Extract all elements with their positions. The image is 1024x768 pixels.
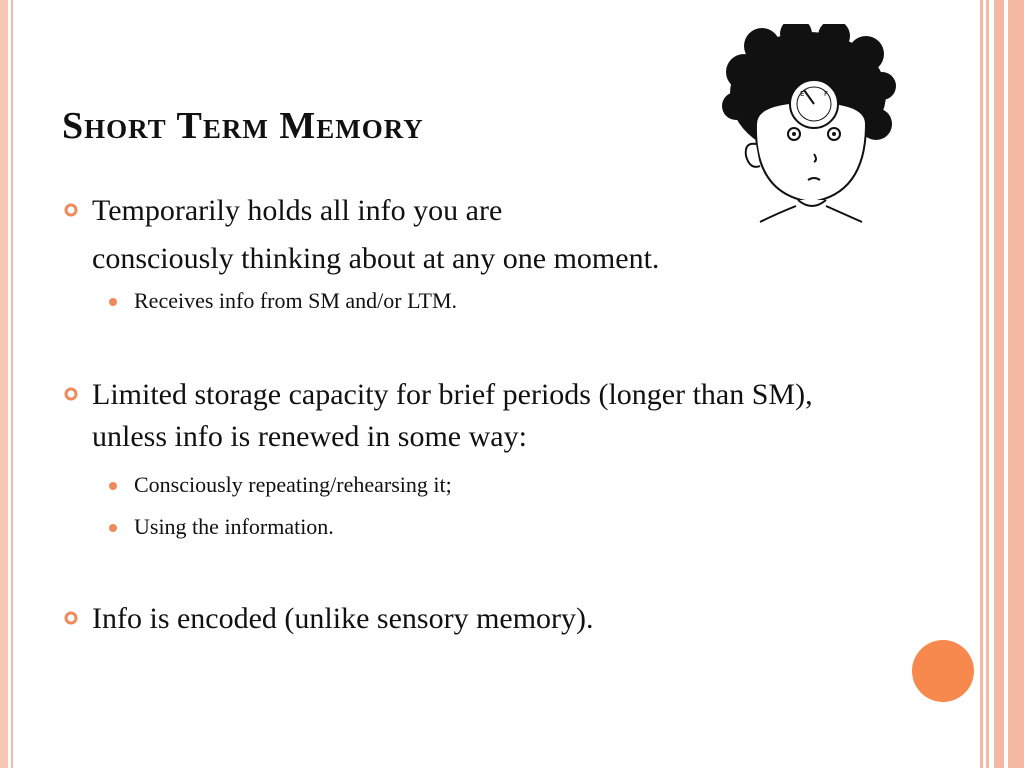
sub-bullet-text: Using the information.: [134, 514, 334, 539]
dot-bullet-icon: [109, 524, 117, 532]
sub-bullet-text: Consciously repeating/rehearsing it;: [134, 472, 452, 497]
dot-bullet-icon: [109, 298, 117, 306]
svg-text:F: F: [824, 90, 829, 98]
ring-bullet-icon: [64, 611, 78, 625]
bullet-continuation: consciously thinking about at any one moment.: [92, 242, 660, 275]
left-border-line: [11, 0, 13, 768]
bullet-list: [62, 190, 882, 640]
dot-bullet-icon: [109, 482, 117, 490]
ring-bullet-icon: [64, 203, 78, 217]
sub-bullet-item: [62, 468, 882, 502]
bullet-item: [62, 598, 882, 640]
bullet-text: Temporarily holds all info you are: [92, 194, 503, 227]
right-border: [980, 0, 1024, 768]
bullet-item: [62, 374, 882, 458]
sub-bullet-item: [62, 284, 882, 318]
svg-text:E: E: [800, 90, 805, 98]
ring-bullet-icon: [64, 387, 78, 401]
bullet-item: [62, 190, 882, 232]
bullet-text: Info is encoded (unlike sensory memory).: [92, 602, 594, 635]
accent-circle: [912, 640, 974, 702]
sub-bullet-text: Receives info from SM and/or LTM.: [134, 288, 458, 313]
left-border: [0, 0, 8, 768]
slide-title: Short Term Memory: [62, 105, 424, 147]
sub-bullet-item: [62, 510, 882, 544]
bullet-text: Limited storage capacity for brief periods (longer than SM), unless info is renewed in some way:: [92, 378, 813, 453]
